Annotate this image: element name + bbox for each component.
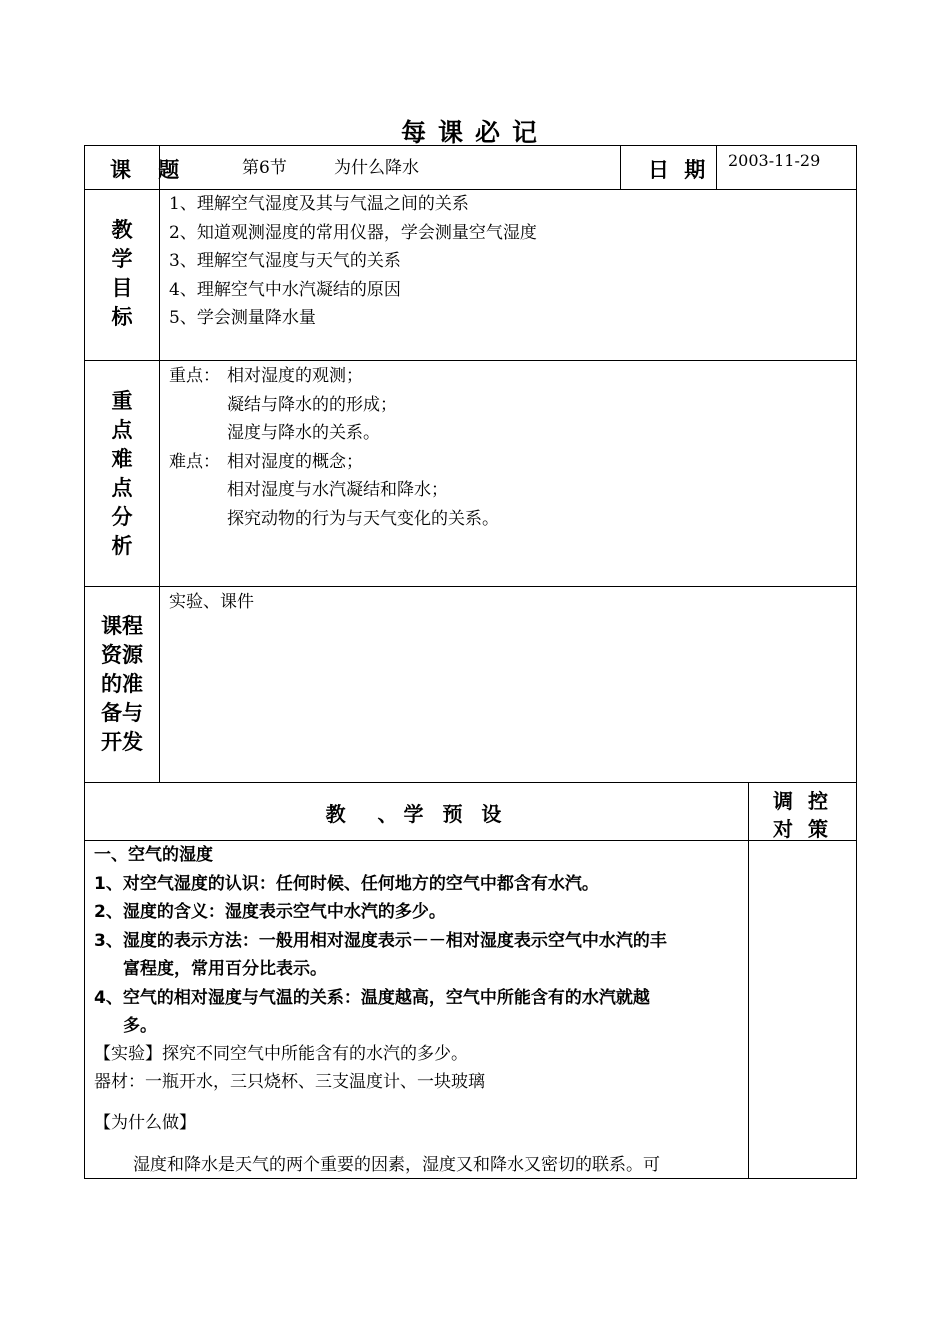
row-divider xyxy=(84,840,857,841)
plan-paragraph: 3、湿度的表示方法：一般用相对湿度表示－－相对湿度表示空气中水汽的丰 xyxy=(94,931,667,951)
page-title: 每课必记 xyxy=(400,118,549,147)
row-divider xyxy=(84,360,857,361)
row-divider xyxy=(84,782,857,783)
difficulty-label: 难点： xyxy=(169,452,220,472)
plan-paragraph: 2、湿度的含义：湿度表示空气中水汽的多少。 xyxy=(94,902,446,922)
objective-item: 4、理解空气中水汽凝结的原因 xyxy=(169,280,401,300)
plan-paragraph: 1、对空气湿度的认识：任何时候、任何地方的空气中都含有水汽。 xyxy=(94,874,599,894)
why-label: 【为什么做】 xyxy=(94,1113,196,1133)
section-number: 第6节 xyxy=(242,158,287,178)
date-value: 2003-11-29 xyxy=(728,151,821,170)
plan-paragraph: 4、空气的相对湿度与气温的关系：温度越高，空气中所能含有的水汽就越 xyxy=(94,988,650,1008)
table-border-bottom xyxy=(84,1178,857,1179)
focus-item: 相对湿度的观测； xyxy=(227,366,363,386)
difficulty-item: 相对湿度的概念； xyxy=(227,452,363,472)
control-label-1: 调 控 xyxy=(773,789,832,813)
col-divider xyxy=(716,145,717,189)
focus-item: 湿度与降水的关系。 xyxy=(227,423,380,443)
difficulty-item: 探究动物的行为与天气变化的关系。 xyxy=(227,509,499,529)
objective-item: 2、知道观测湿度的常用仪器，学会测量空气湿度 xyxy=(169,223,537,243)
focus-item: 凝结与降水的的形成； xyxy=(227,395,397,415)
plan-paragraph: 多。 xyxy=(123,1016,157,1036)
objective-item: 3、理解空气湿度与天气的关系 xyxy=(169,251,401,271)
plan-paragraph: 富程度，常用百分比表示。 xyxy=(123,959,327,979)
date-label: 日 期 xyxy=(648,158,710,182)
plan-title: 教 、学 预 设 xyxy=(325,802,508,826)
control-label-2: 对 策 xyxy=(773,817,832,841)
row-divider xyxy=(84,189,857,190)
topic-label: 课 题 xyxy=(110,158,190,182)
table-border-top xyxy=(84,145,857,146)
topic-text: 为什么降水 xyxy=(334,158,419,178)
key-points-label: 重 点 难 点 分 析 xyxy=(111,389,133,558)
resources-label: 课程 资源 的准 备与 开发 xyxy=(101,614,143,754)
table-border-right xyxy=(856,145,857,1178)
focus-label: 重点： xyxy=(169,366,220,386)
experiment-text: 【实验】探究不同空气中所能含有的水汽的多少。 xyxy=(94,1044,468,1064)
col-divider xyxy=(159,145,160,782)
why-text: 湿度和降水是天气的两个重要的因素，湿度又和降水又密切的联系。可 xyxy=(133,1155,660,1175)
objectives-label: 教 学 目 标 xyxy=(111,218,133,329)
plan-heading: 一、空气的湿度 xyxy=(94,845,213,865)
col-divider xyxy=(620,145,621,189)
resources-text: 实验、课件 xyxy=(169,592,254,612)
objective-item: 5、学会测量降水量 xyxy=(169,308,316,328)
objective-item: 1、理解空气湿度及其与气温之间的关系 xyxy=(169,194,469,214)
materials-text: 器材：一瓶开水，三只烧杯、三支温度计、一块玻璃 xyxy=(94,1072,485,1092)
difficulty-item: 相对湿度与水汽凝结和降水； xyxy=(227,480,448,500)
row-divider xyxy=(84,586,857,587)
